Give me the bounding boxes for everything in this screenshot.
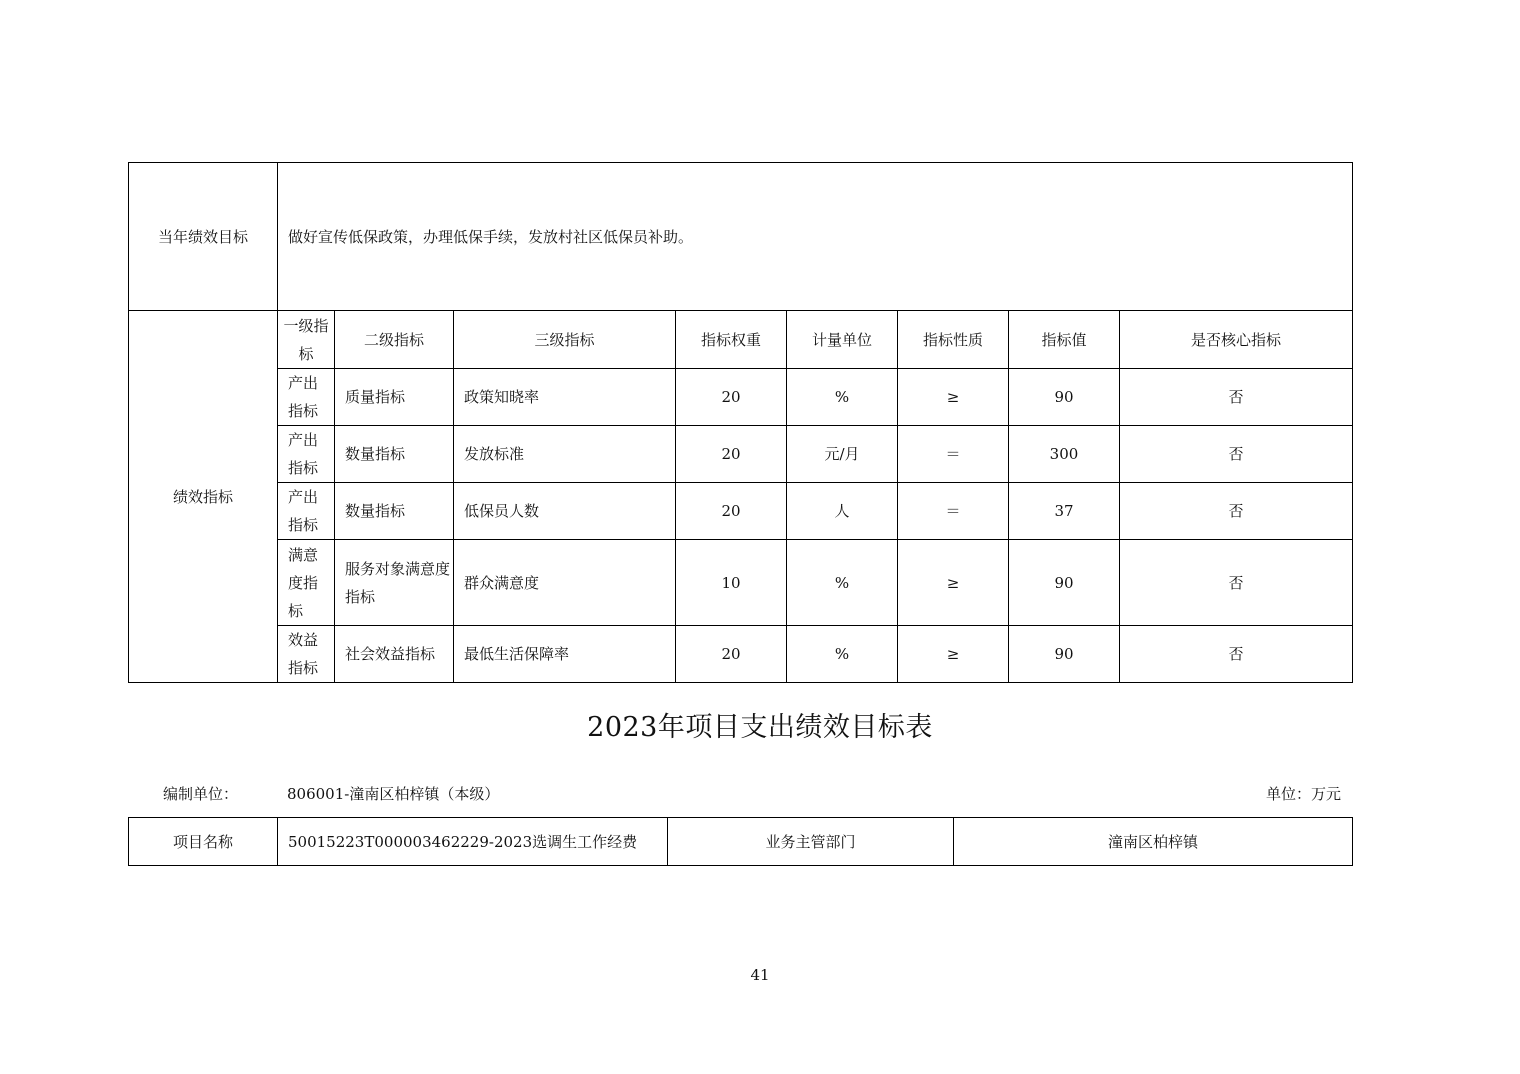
- table-row: [129, 426, 1353, 483]
- header-cell: 指标权重: [676, 311, 787, 369]
- value-cell: 90: [1009, 626, 1120, 683]
- level3-cell: 低保员人数: [454, 483, 676, 540]
- level2-cell: 数量指标: [335, 483, 454, 540]
- header-cell: 是否核心指标: [1120, 311, 1353, 369]
- unit-cell: %: [787, 369, 898, 426]
- level1-cell: 效益指标: [278, 626, 335, 683]
- project-name-value: 50015223T000003462229-2023选调生工作经费: [278, 818, 668, 866]
- level1-cell: 产出指标: [278, 426, 335, 483]
- annual-goal-row: [129, 163, 1353, 311]
- core-cell: 否: [1120, 540, 1353, 626]
- header-cell: 二级指标: [335, 311, 454, 369]
- level3-cell: 发放标准: [454, 426, 676, 483]
- department-label: 业务主管部门: [668, 818, 954, 866]
- table-row: [129, 483, 1353, 540]
- currency-unit: 单位：万元: [1265, 785, 1341, 803]
- value-cell: 90: [1009, 369, 1120, 426]
- core-cell: 否: [1120, 483, 1353, 540]
- nature-cell: ≥: [898, 369, 1009, 426]
- compiling-unit-value: 806001-潼南区柏梓镇（本级）: [287, 785, 500, 803]
- header-row: [129, 311, 1353, 369]
- weight-cell: 20: [676, 426, 787, 483]
- project-table: [128, 817, 1353, 866]
- core-cell: 否: [1120, 426, 1353, 483]
- annual-goal-label: 当年绩效目标: [129, 163, 278, 311]
- nature-cell: ＝: [898, 426, 1009, 483]
- value-cell: 90: [1009, 540, 1120, 626]
- nature-cell: ＝: [898, 483, 1009, 540]
- weight-cell: 20: [676, 626, 787, 683]
- level2-cell: 服务对象满意度指标: [335, 540, 454, 626]
- level3-cell: 群众满意度: [454, 540, 676, 626]
- header-cell: 三级指标: [454, 311, 676, 369]
- header-cell: 计量单位: [787, 311, 898, 369]
- level1-cell: 产出指标: [278, 483, 335, 540]
- level1-cell: 满意度指标: [278, 540, 335, 626]
- unit-cell: 元/月: [787, 426, 898, 483]
- nature-cell: ≥: [898, 626, 1009, 683]
- meta-row: [163, 782, 1341, 806]
- weight-cell: 20: [676, 483, 787, 540]
- page-number: 41: [750, 966, 770, 984]
- compiling-unit-label: 编制单位：: [163, 785, 239, 803]
- project-row: [129, 818, 1353, 866]
- level3-cell: 最低生活保障率: [454, 626, 676, 683]
- level2-cell: 质量指标: [335, 369, 454, 426]
- value-cell: 300: [1009, 426, 1120, 483]
- level1-cell: 产出指标: [278, 369, 335, 426]
- annual-goal-text: 做好宣传低保政策，办理低保手续，发放村社区低保员补助。: [278, 163, 1353, 311]
- header-cell: 指标值: [1009, 311, 1120, 369]
- value-cell: 37: [1009, 483, 1120, 540]
- header-cell: 指标性质: [898, 311, 1009, 369]
- table-row: [129, 626, 1353, 683]
- page-title: 2023年项目支出绩效目标表: [587, 712, 933, 743]
- project-name-label: 项目名称: [129, 818, 278, 866]
- core-cell: 否: [1120, 369, 1353, 426]
- unit-cell: %: [787, 626, 898, 683]
- nature-cell: ≥: [898, 540, 1009, 626]
- weight-cell: 10: [676, 540, 787, 626]
- weight-cell: 20: [676, 369, 787, 426]
- header-cell: 一级指标: [278, 311, 335, 369]
- department-value: 潼南区柏梓镇: [954, 818, 1353, 866]
- table-row: [129, 540, 1353, 626]
- core-cell: 否: [1120, 626, 1353, 683]
- table-row: [129, 369, 1353, 426]
- unit-cell: 人: [787, 483, 898, 540]
- level2-cell: 数量指标: [335, 426, 454, 483]
- level3-cell: 政策知晓率: [454, 369, 676, 426]
- performance-table: [128, 162, 1353, 683]
- unit-cell: %: [787, 540, 898, 626]
- indicators-label: 绩效指标: [129, 311, 278, 683]
- level2-cell: 社会效益指标: [335, 626, 454, 683]
